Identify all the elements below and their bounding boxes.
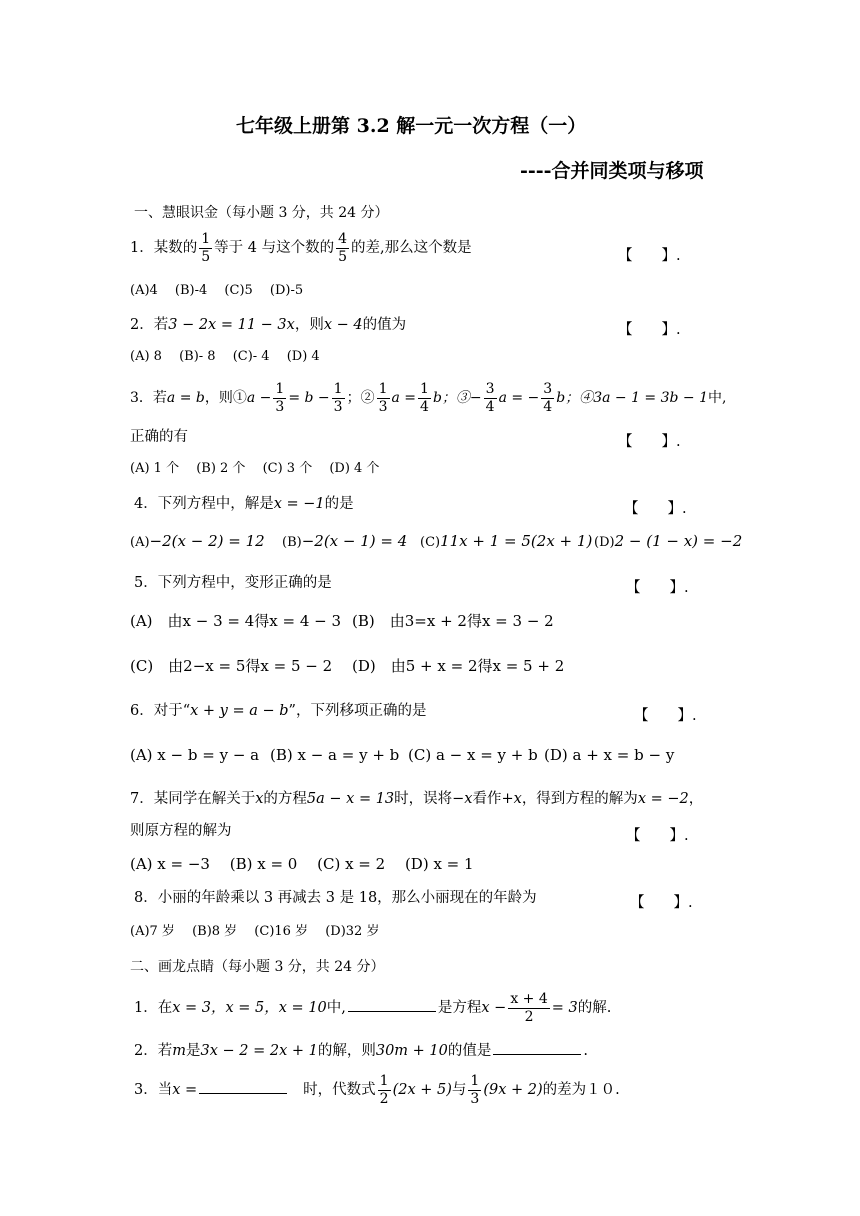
q3-c4: 3a − 1 = 3b − 1 [593,390,709,407]
b2-text-3: 的解，则 [317,1043,376,1059]
q6-option-b: (B) x − a = y + b [270,746,400,764]
frac-num: 1 [378,381,388,397]
q7-equation: 5a − x = 13 [306,791,395,807]
q5-option-d: (D) 由5 + x = 2得x = 5 + 2 [352,657,565,675]
page-subtitle: ----合并同类项与移项 [520,160,704,182]
q6-text-2: ”，下列移项正确的是 [288,703,427,719]
frac-num: 1 [470,1073,480,1089]
b3-fraction-2 [468,1074,481,1106]
q3-text-1: 3．若 [130,390,167,407]
q8-answer-bracket[interactable]: 【 】. [630,895,693,911]
q7-options: (A) x = −3 (B) x = 0 (C) x = 2 (D) x = 1 [130,855,474,873]
b3-text-2: 时，代数式 [303,1082,376,1099]
frac-den: 5 [338,248,348,265]
frac-num: 1 [275,381,285,397]
option-label: (D) [594,535,615,550]
b2-var: m [172,1043,186,1059]
b2-text-2: 是 [185,1043,201,1059]
q3-c1-fraction [273,382,286,414]
q6-option-d: (D) a + x = b − y [544,746,675,764]
q7-term-1: −x [452,791,473,807]
q7-text-4: 看作 [472,791,502,807]
b3-var: x = [172,1082,198,1099]
b1-eq-b: = 3 [551,1000,578,1017]
frac-num: 1 [201,231,211,247]
q3-premise: a = b [166,390,205,407]
q7-text-1: 7．某同学在解关于 [130,791,256,807]
question-6 [130,704,426,719]
b1-eq-a: x − [481,1000,507,1017]
q1-text-2: 等于 4 与这个数的 [214,240,335,257]
b1-text-4: 的解. [577,1000,612,1017]
b2-text-1: 2．若 [134,1043,173,1059]
q2-answer-bracket[interactable]: 【 】. [618,322,681,338]
option-equation: 11x + 1 = 5(2x + 1) [440,532,593,550]
frac-den: 5 [201,248,211,265]
q7-text-2: 的方程 [263,791,307,807]
blank-question-2 [134,1040,588,1059]
q4-option-d [594,534,742,549]
frac-num: 1 [379,1073,389,1089]
frac-num: 1 [333,381,343,397]
q4-text-2: 的是 [324,496,354,512]
q4-answer-bracket[interactable]: 【 】. [624,501,687,517]
q7-term-2: +x [501,791,522,807]
q7-solution: x = −2 [637,791,689,807]
blank-question-3 [134,1074,620,1106]
b1-answer-blank[interactable] [348,997,436,1012]
q2-options: (A) 8 (B)- 8 (C)- 4 (D) 4 [130,349,320,364]
question-8: 8．小丽的年龄乘以 3 再减去 3 是 18，那么小丽现在的年龄为 [134,890,537,906]
q3-c2-fraction-2 [418,382,431,414]
section-2-heading: 二、画龙点睛（每小题 3 分，共 24 分） [130,959,385,975]
q4-solution: x = −1 [273,496,325,512]
q6-option-a: (A) x − b = y − a [130,746,260,764]
b2-text-5: . [583,1043,588,1059]
q4-option-b [282,534,407,549]
q3-c3-c: b；④ [556,390,594,407]
q7-text-5: ，得到方程的解为 [521,791,638,807]
b3-fraction-1 [378,1074,391,1106]
question-1 [130,232,472,264]
q7-var: x [255,791,264,807]
b3-answer-blank[interactable] [199,1079,287,1094]
q3-c2-b: b；③ [432,390,470,407]
b2-answer-blank[interactable] [493,1040,581,1055]
q1-answer-bracket[interactable]: 【 】. [618,248,681,264]
q6-answer-bracket[interactable]: 【 】. [634,708,697,724]
q6-equation: x + y = a − b [190,703,289,719]
b1-text-2: 中, [326,1000,346,1017]
q3-c3-a: − [469,390,482,407]
frac-num: 4 [338,231,348,247]
q3-line-2: 正确的有 [130,429,188,445]
question-4 [134,497,354,512]
frac-den: 3 [333,398,343,415]
q3-c3-b: a = − [498,390,540,407]
q3-c1-c: ；② [346,390,375,407]
option-label: (A) [130,535,150,550]
b2-text-4: 的值是 [447,1043,492,1059]
question-7 [130,792,703,807]
q7-line-2: 则原方程的解为 [130,823,232,839]
option-label: (C) [420,535,441,550]
b2-expression: 30m + 10 [375,1043,448,1059]
option-label: (B) [282,535,302,550]
q3-c3-fraction-1 [484,382,497,414]
frac-den: 4 [485,398,495,415]
frac-den: 2 [524,1008,534,1025]
frac-den: 3 [378,398,388,415]
b3-text-1: 3．当 [134,1082,173,1099]
q7-text-6: ， [688,791,704,807]
page-title: 七年级上册第 3.2 解一元一次方程（一） [236,115,587,137]
option-equation: 2 − (1 − x) = −2 [614,532,743,550]
q8-options: (A)7 岁 (B)8 岁 (C)16 岁 (D)32 岁 [130,924,380,939]
frac-den: 2 [379,1090,389,1107]
question-2 [130,318,406,333]
frac-den: 4 [543,398,553,415]
b3-expr-2: (9x + 2) [483,1082,543,1099]
option-equation: −2(x − 1) = 4 [301,532,408,550]
q1-fraction-1 [199,232,212,264]
q2-text-1: 2．若 [130,317,169,333]
q6-option-c: (C) a − x = y + b [408,746,538,764]
q3-c1-fraction-2 [332,382,345,414]
b1-text-3: 是方程 [437,1000,482,1017]
q1-text-1: 1．某数的 [130,240,198,257]
frac-num: 3 [543,381,553,397]
frac-den: 3 [275,398,285,415]
blank-question-1 [134,992,611,1024]
question-3 [130,382,726,414]
q3-c2-a: a = [391,390,417,407]
q3-c3-fraction-2 [541,382,554,414]
q5-answer-bracket[interactable]: 【 】. [626,580,689,596]
q3-options: (A) 1 个 (B) 2 个 (C) 3 个 (D) 4 个 [130,461,380,476]
q5-option-c: (C) 由2−x = 5得x = 5 − 2 [130,657,333,675]
q1-text-3: 的差,那么这个数是 [351,240,472,257]
b3-expr-1: (2x + 5) [392,1082,452,1099]
q4-option-c [420,534,592,549]
q2-text-3: 的值为 [362,317,407,333]
q1-fraction-2 [336,232,349,264]
q3-text-2: ，则① [204,390,247,407]
b1-text-1: 1．在 [134,1000,173,1017]
question-5: 5．下列方程中，变形正确的是 [134,575,332,591]
b2-equation: 3x − 2 = 2x + 1 [200,1043,318,1059]
frac-num: x + 4 [510,991,548,1007]
q3-text-3: 中, [708,390,727,407]
q6-text-1: 6．对于“ [130,703,191,719]
q5-option-b: (B) 由3=x + 2得x = 3 − 2 [352,612,554,630]
q3-c2-fraction-1 [377,382,390,414]
q5-option-a: (A) 由x − 3 = 4得x = 4 − 3 [130,612,342,630]
q3-answer-bracket[interactable]: 【 】. [618,434,681,450]
frac-den: 4 [420,398,429,415]
q2-equation: 3 − 2x = 11 − 3x [168,317,295,333]
b1-fraction [508,992,549,1024]
frac-num: 1 [420,381,429,397]
q2-text-2: ，则 [294,317,324,333]
b1-values: x = 3，x = 5，x = 10 [172,1000,327,1017]
section-1-heading: 一、慧眼识金（每小题 3 分，共 24 分） [134,205,389,221]
q4-option-a [130,534,265,549]
q3-c1-b: = b − [288,390,330,407]
q1-options: (A)4 (B)-4 (C)5 (D)-5 [130,283,304,298]
b3-text-3: 与 [451,1082,467,1099]
q2-expression: x − 4 [323,317,363,333]
q4-text-1: 4．下列方程中，解是 [134,496,274,512]
frac-num: 3 [485,381,495,397]
option-equation: −2(x − 2) = 12 [149,532,265,550]
frac-den: 3 [470,1090,480,1107]
b3-text-4: 的差为１０. [542,1082,620,1099]
q7-answer-bracket[interactable]: 【 】. [626,828,689,844]
q3-c1-a: a − [246,390,272,407]
q7-text-3: 时，误将 [394,791,453,807]
